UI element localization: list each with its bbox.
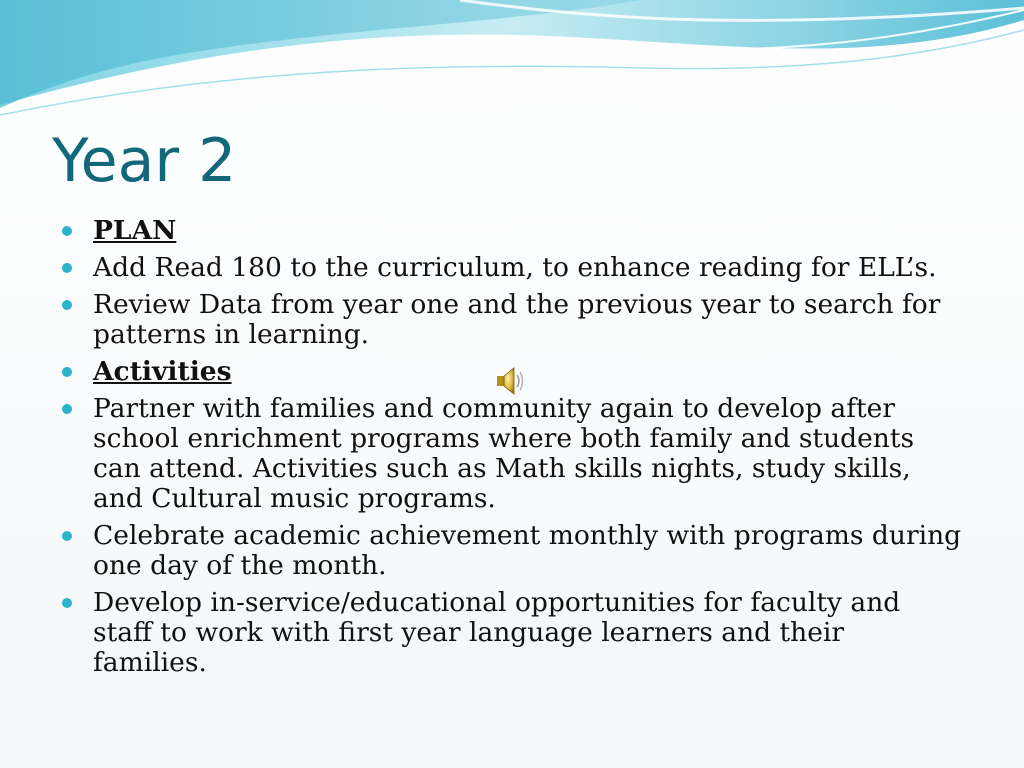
- bullet-dot: [62, 404, 72, 414]
- bullet-text: Review Data from year one and the previous year to search for patterns in learning.: [93, 289, 941, 350]
- bullet-item: [62, 290, 962, 350]
- bullet-item: [62, 216, 962, 246]
- bullet-text: Add Read 180 to the curriculum, to enhance reading for ELL’s.: [93, 252, 937, 283]
- bullet-dot: [62, 263, 72, 273]
- bullet-list: [62, 216, 962, 685]
- bullet-dot: [62, 367, 72, 377]
- bullet-dot: [62, 226, 72, 236]
- bullet-text: Develop in-service/educational opportunities for faculty and staff to work with first year language learners and their families.: [93, 587, 901, 678]
- bullet-dot: [62, 300, 72, 310]
- bullet-dot: [62, 531, 72, 541]
- bullet-item: [62, 588, 962, 678]
- bullet-dot: [62, 598, 72, 608]
- bullet-text: PLAN: [93, 215, 177, 246]
- bullet-text: Activities: [93, 356, 232, 387]
- slide-title: Year 2: [52, 126, 237, 196]
- bullet-item: [62, 253, 962, 283]
- bullet-item: [62, 521, 962, 581]
- speaker-icon[interactable]: [494, 364, 528, 398]
- bullet-text: Celebrate academic achievement monthly with programs during one day of the month.: [93, 520, 962, 581]
- bullet-item: [62, 394, 962, 514]
- header-wave-decoration: [0, 0, 1024, 130]
- bullet-text: Partner with families and community again to develop after school enrichment programs where both family and students can attend. Activities such as Math skills nights, study skills, and Cultural music programs.: [93, 393, 915, 514]
